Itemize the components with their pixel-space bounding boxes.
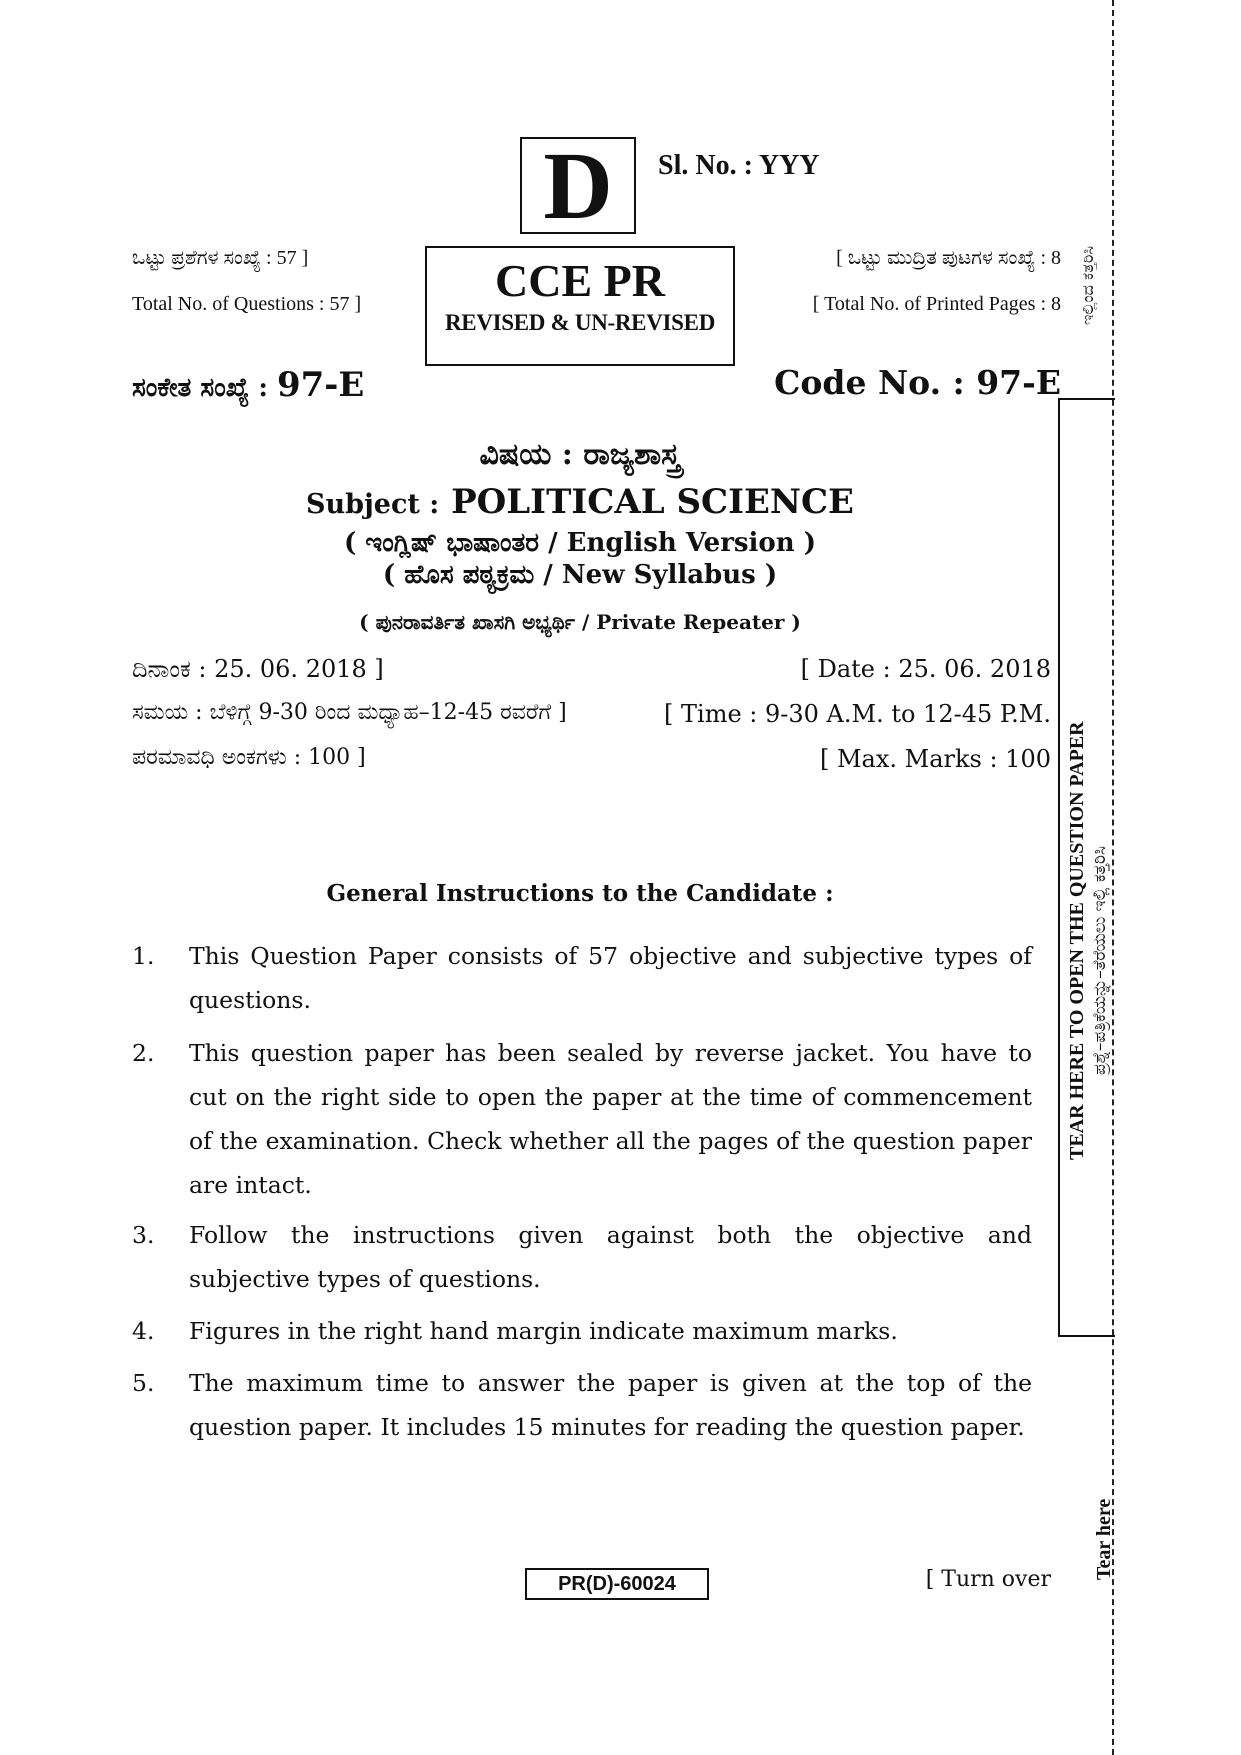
exam-title: CCE PR	[495, 255, 665, 306]
subject-english	[0, 482, 1160, 522]
code-number-kannada	[132, 365, 364, 405]
instructions-title: General Instructions to the Candidate :	[326, 880, 834, 907]
code-kannada-value: 97-E	[276, 365, 365, 405]
instruction-number: 3.	[132, 1221, 155, 1249]
instruction-number: 4.	[132, 1317, 155, 1345]
code-kannada-label: ಸಂಕೇತ ಸಂಖ್ಯೆ :	[132, 373, 268, 403]
tear-here-english: TEAR HERE TO OPEN THE QUESTION PAPER	[1066, 721, 1088, 1160]
instruction-text: This question paper has been sealed by reverse jacket. You have to cut on the right side to open the paper at the time of commencement of the examination. Check whether all the pages of the question paper are intact.	[189, 1039, 1032, 1199]
total-questions-kannada: ಒಟ್ಟು ಪ್ರಶೆಗಳ ಸಂಖ್ಯೆ : 57 ]	[132, 247, 309, 269]
tear-here-label: Tear here	[1093, 1498, 1115, 1580]
instruction-number: 5.	[132, 1369, 155, 1397]
cut-here-kannada: ಇಲ್ಲಿಂದ ಕತ್ತರಿಸಿ	[1078, 246, 1097, 325]
date-english: [ Date : 25. 06. 2018	[800, 655, 1051, 683]
syllabus-line: ( ಹೊಸ ಪಠ್ಯಕ್ರಮ / New Syllabus )	[382, 560, 778, 590]
time-english: [ Time : 9-30 A.M. to 12-45 P.M.	[664, 700, 1051, 728]
tear-here-kannada: ಪ್ರಶ್ನೆ–ಪತ್ರಿಕೆಯನ್ನು–ತೆರೆಯಲು ಇಲ್ಲಿ ಕತ್ತರಿಸಿ	[1090, 846, 1110, 1075]
subject-value: POLITICAL SCIENCE	[451, 482, 854, 522]
set-letter-box: D	[520, 137, 636, 234]
code-number-english: Code No. : 97-E	[774, 363, 1061, 402]
instruction-text: Figures in the right hand margin indicate maximum marks.	[189, 1317, 898, 1345]
serial-number: Sl. No. : YYY	[658, 150, 820, 181]
subject-kannada: ವಿಷಯ : ರಾಜ್ಯಶಾಸ್ತ್ರ	[479, 437, 681, 472]
instruction-number: 2.	[132, 1039, 155, 1067]
instruction-item	[132, 1031, 1032, 1207]
instruction-number: 1.	[132, 942, 155, 970]
total-questions-english: Total No. of Questions : 57 ]	[132, 293, 362, 315]
paper-code-box: PR(D)-60024	[525, 1568, 709, 1600]
instruction-text: This Question Paper consists of 57 objective and subjective types of questions.	[189, 942, 1032, 1014]
version-line: ( ಇಂಗ್ಲಿಷ್ ಭಾಷಾಂತರ / English Version )	[343, 528, 817, 558]
instruction-item	[132, 1213, 1032, 1301]
subject-label: Subject :	[306, 489, 440, 520]
repeater-line: ( ಪುನರಾವರ್ತಿತ ಖಾಸಗಿ ಅಭ್ಯರ್ಥಿ / Private Repeater )	[359, 610, 801, 634]
turn-over-label: [ Turn over	[925, 1567, 1051, 1592]
printed-pages-english: [ Total No. of Printed Pages : 8	[812, 293, 1061, 315]
instruction-text: Follow the instructions given against both the objective and subjective types of questions.	[189, 1221, 1032, 1293]
instruction-item	[132, 1309, 1032, 1353]
printed-pages-kannada: [ ಒಟ್ಟು ಮುದ್ರಿತ ಪುಟಗಳ ಸಂಖ್ಯೆ : 8	[836, 247, 1061, 269]
instruction-text: The maximum time to answer the paper is given at the top of the question paper. It includes 15 minutes for reading the question paper.	[189, 1369, 1032, 1441]
max-marks-english: [ Max. Marks : 100	[819, 745, 1051, 773]
exam-subtitle: REVISED & UN-REVISED	[444, 310, 716, 335]
exam-title-box	[425, 246, 735, 366]
instruction-item	[132, 934, 1032, 1022]
time-kannada: ಸಮಯ : ಬೆಳಿಗ್ಗೆ 9-30 ರಿಂದ ಮಧ್ಯಾಹ–12-45 ರವರೆಗೆ ]	[132, 700, 567, 725]
instruction-item	[132, 1361, 1032, 1449]
date-kannada: ದಿನಾಂಕ : 25. 06. 2018 ]	[132, 655, 384, 683]
max-marks-kannada: ಪರಮಾವಧಿ ಅಂಕಗಳು : 100 ]	[132, 745, 366, 770]
